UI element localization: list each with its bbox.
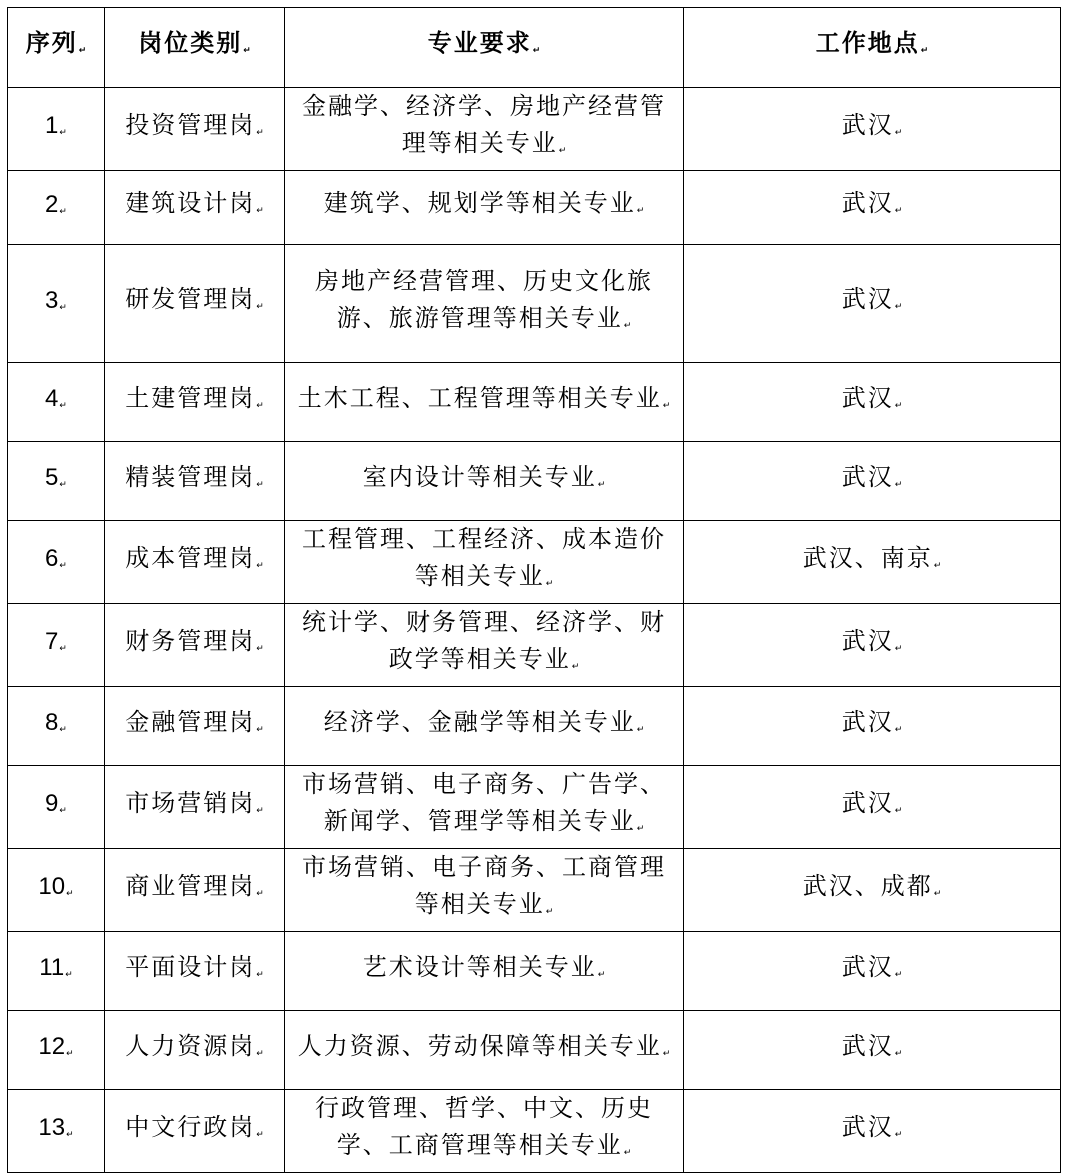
row-major: 市场营销、电子商务、广告学、新闻学、管理学等相关专业↵ [285, 766, 684, 849]
paragraph-mark-icon: ↵ [662, 400, 671, 411]
row-location: 武汉↵ [684, 245, 1061, 363]
paragraph-mark-icon: ↵ [920, 46, 929, 56]
row-location: 武汉↵ [684, 1011, 1061, 1090]
row-location: 武汉↵ [684, 442, 1061, 521]
header-major: 专业要求↵ [285, 8, 684, 88]
table-row [8, 604, 1061, 687]
table-row [8, 363, 1061, 442]
table-row [8, 766, 1061, 849]
row-category: 财务管理岗↵ [105, 604, 285, 687]
row-category: 精装管理岗↵ [105, 442, 285, 521]
row-major: 建筑学、规划学等相关专业↵ [285, 171, 684, 245]
row-major: 金融学、经济学、房地产经营管理等相关专业↵ [285, 88, 684, 171]
row-category: 中文行政岗↵ [105, 1090, 285, 1173]
paragraph-mark-icon: ↵ [894, 643, 903, 654]
paragraph-mark-icon: ↵ [597, 969, 606, 980]
row-seq: 3↵ [8, 245, 105, 363]
paragraph-mark-icon: ↵ [894, 206, 903, 216]
row-location: 武汉↵ [684, 687, 1061, 766]
paragraph-mark-icon: ↵ [59, 400, 67, 410]
table-header-row [8, 8, 1061, 88]
table-row [8, 1011, 1061, 1090]
row-category: 成本管理岗↵ [105, 521, 285, 604]
paragraph-mark-icon: ↵ [59, 560, 67, 570]
paragraph-mark-icon: ↵ [256, 1129, 264, 1140]
paragraph-mark-icon: ↵ [894, 805, 903, 816]
row-seq: 12↵ [8, 1011, 105, 1090]
row-major: 室内设计等相关专业↵ [285, 442, 684, 521]
paragraph-mark-icon: ↵ [662, 1048, 671, 1059]
paragraph-mark-icon: ↵ [256, 479, 264, 490]
row-seq: 2↵ [8, 171, 105, 245]
paragraph-mark-icon: ↵ [933, 560, 942, 571]
row-category: 人力资源岗↵ [105, 1011, 285, 1090]
paragraph-mark-icon: ↵ [59, 301, 67, 312]
paragraph-mark-icon: ↵ [545, 579, 554, 589]
row-seq: 10↵ [8, 849, 105, 932]
table-row [8, 849, 1061, 932]
table-row [8, 521, 1061, 604]
paragraph-mark-icon: ↵ [66, 1129, 74, 1139]
paragraph-mark-icon: ↵ [256, 805, 264, 816]
paragraph-mark-icon: ↵ [256, 1048, 264, 1059]
row-seq: 8↵ [8, 687, 105, 766]
paragraph-mark-icon: ↵ [256, 643, 264, 654]
paragraph-mark-icon: ↵ [532, 46, 541, 56]
row-category: 市场营销岗↵ [105, 766, 285, 849]
row-category: 商业管理岗↵ [105, 849, 285, 932]
paragraph-mark-icon: ↵ [256, 302, 264, 312]
paragraph-mark-icon: ↵ [256, 400, 264, 411]
header-location: 工作地点↵ [684, 8, 1061, 88]
paragraph-mark-icon: ↵ [256, 206, 264, 216]
row-major: 土木工程、工程管理等相关专业↵ [285, 363, 684, 442]
row-major: 市场营销、电子商务、工商管理等相关专业↵ [285, 849, 684, 932]
paragraph-mark-icon: ↵ [558, 146, 567, 156]
paragraph-mark-icon: ↵ [623, 1148, 632, 1158]
table-row [8, 1090, 1061, 1173]
job-requirements-table [7, 7, 1061, 1173]
paragraph-mark-icon: ↵ [66, 888, 74, 898]
paragraph-mark-icon: ↵ [256, 969, 264, 980]
paragraph-mark-icon: ↵ [623, 320, 632, 331]
row-major: 房地产经营管理、历史文化旅游、旅游管理等相关专业↵ [285, 245, 684, 363]
paragraph-mark-icon: ↵ [59, 724, 67, 734]
row-major: 经济学、金融学等相关专业↵ [285, 687, 684, 766]
paragraph-mark-icon: ↵ [571, 662, 580, 672]
row-major: 工程管理、工程经济、成本造价等相关专业↵ [285, 521, 684, 604]
row-seq: 4↵ [8, 363, 105, 442]
header-seq: 序列↵ [8, 8, 105, 88]
row-location: 武汉↵ [684, 171, 1061, 245]
paragraph-mark-icon: ↵ [256, 560, 264, 571]
paragraph-mark-icon: ↵ [243, 46, 251, 56]
row-seq: 5↵ [8, 442, 105, 521]
paragraph-mark-icon: ↵ [59, 127, 67, 137]
row-location: 武汉、成都↵ [684, 849, 1061, 932]
paragraph-mark-icon: ↵ [636, 206, 645, 216]
table-row [8, 442, 1061, 521]
row-category: 建筑设计岗↵ [105, 171, 285, 245]
row-seq: 6↵ [8, 521, 105, 604]
paragraph-mark-icon: ↵ [933, 888, 942, 899]
row-category: 土建管理岗↵ [105, 363, 285, 442]
paragraph-mark-icon: ↵ [636, 824, 645, 834]
table-row [8, 245, 1061, 363]
paragraph-mark-icon: ↵ [894, 479, 903, 490]
row-category: 平面设计岗↵ [105, 932, 285, 1011]
table-row [8, 932, 1061, 1011]
row-location: 武汉、南京↵ [684, 521, 1061, 604]
paragraph-mark-icon: ↵ [66, 1048, 74, 1058]
paragraph-mark-icon: ↵ [636, 724, 645, 735]
paragraph-mark-icon: ↵ [59, 805, 67, 815]
row-seq: 1↵ [8, 88, 105, 171]
paragraph-mark-icon: ↵ [894, 1129, 903, 1140]
paragraph-mark-icon: ↵ [59, 479, 67, 489]
row-seq: 11↵ [8, 932, 105, 1011]
row-category: 金融管理岗↵ [105, 687, 285, 766]
paragraph-mark-icon: ↵ [256, 127, 264, 138]
row-location: 武汉↵ [684, 88, 1061, 171]
paragraph-mark-icon: ↵ [597, 479, 606, 490]
paragraph-mark-icon: ↵ [894, 724, 903, 735]
paragraph-mark-icon: ↵ [894, 302, 903, 312]
row-major: 艺术设计等相关专业↵ [285, 932, 684, 1011]
row-major: 统计学、财务管理、经济学、财政学等相关专业↵ [285, 604, 684, 687]
table-row [8, 88, 1061, 171]
row-seq: 9↵ [8, 766, 105, 849]
table-row [8, 687, 1061, 766]
table-row [8, 171, 1061, 245]
row-seq: 13↵ [8, 1090, 105, 1173]
paragraph-mark-icon: ↵ [78, 46, 87, 56]
paragraph-mark-icon: ↵ [59, 643, 67, 653]
paragraph-mark-icon: ↵ [59, 205, 67, 216]
paragraph-mark-icon: ↵ [894, 127, 903, 138]
paragraph-mark-icon: ↵ [256, 724, 264, 735]
row-location: 武汉↵ [684, 766, 1061, 849]
header-category: 岗位类别↵ [105, 8, 285, 88]
row-major: 行政管理、哲学、中文、历史学、工商管理等相关专业↵ [285, 1090, 684, 1173]
paragraph-mark-icon: ↵ [65, 969, 73, 979]
row-category: 研发管理岗↵ [105, 245, 285, 363]
row-location: 武汉↵ [684, 1090, 1061, 1173]
row-seq: 7↵ [8, 604, 105, 687]
row-location: 武汉↵ [684, 363, 1061, 442]
row-location: 武汉↵ [684, 932, 1061, 1011]
paragraph-mark-icon: ↵ [894, 400, 903, 411]
paragraph-mark-icon: ↵ [545, 907, 554, 917]
paragraph-mark-icon: ↵ [894, 1048, 903, 1059]
row-category: 投资管理岗↵ [105, 88, 285, 171]
table-body [8, 88, 1061, 1173]
row-location: 武汉↵ [684, 604, 1061, 687]
paragraph-mark-icon: ↵ [894, 969, 903, 980]
row-major: 人力资源、劳动保障等相关专业↵ [285, 1011, 684, 1090]
paragraph-mark-icon: ↵ [256, 888, 264, 899]
